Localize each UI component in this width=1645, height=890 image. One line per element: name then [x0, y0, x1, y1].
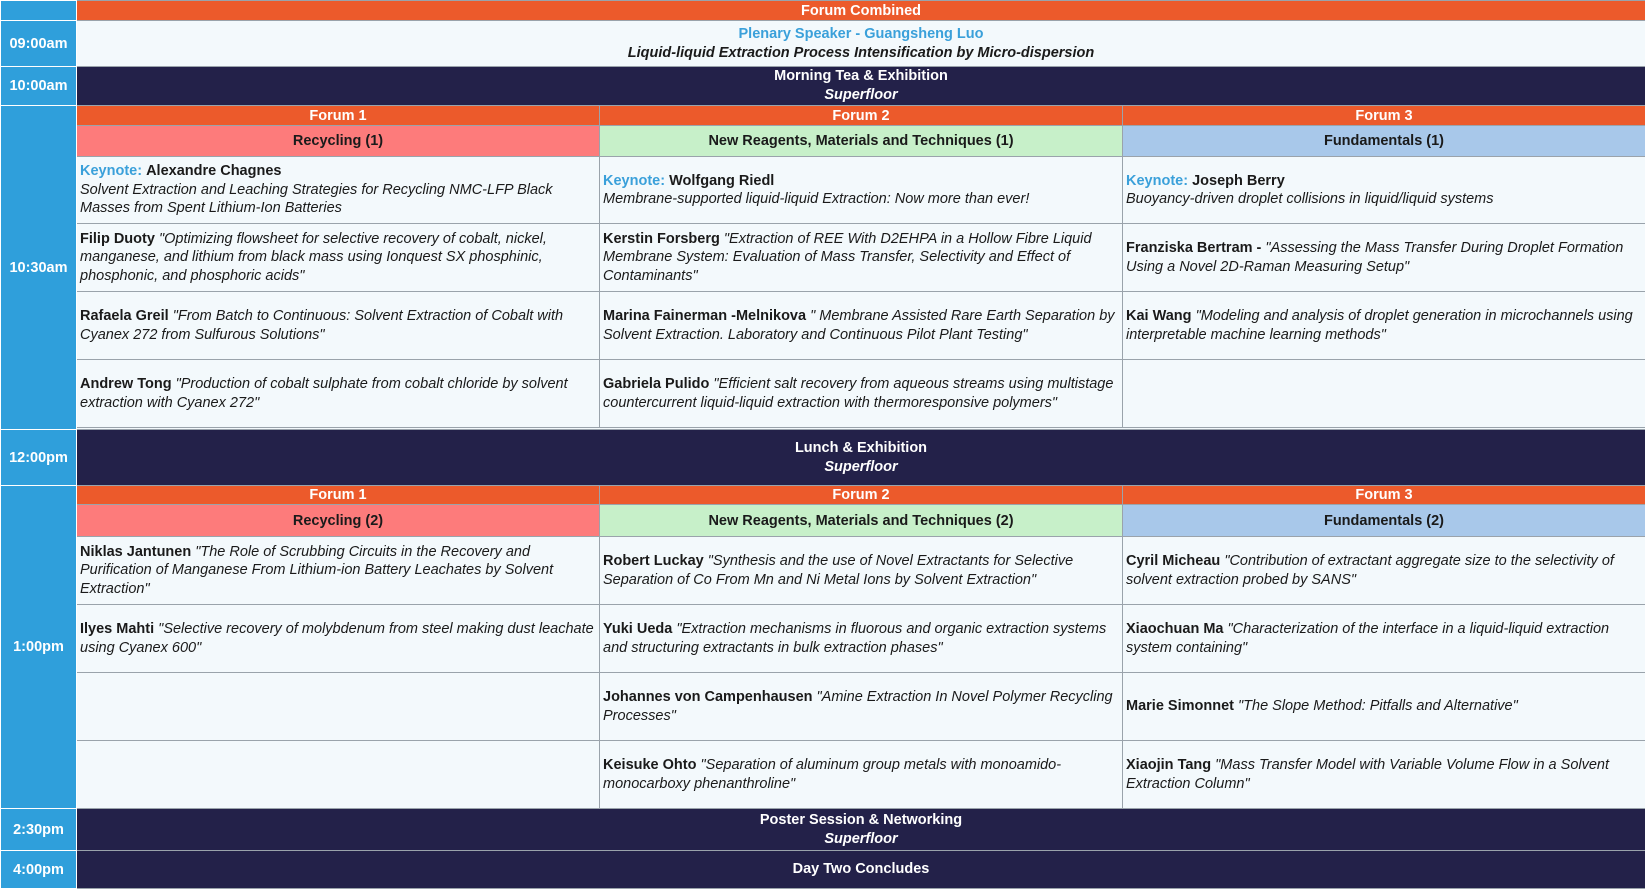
s2-talk-f3	[1123, 605, 1645, 673]
s2-track-new-reagents: New Reagents, Materials and Techniques (2)	[600, 505, 1123, 537]
talk-title: "Assessing the Mass Transfer During Droplet Formation Using a Novel 2D-Raman Measuring Setup"	[1126, 240, 1624, 275]
morning-tea-break	[77, 67, 1645, 106]
talk-title: "Amine Extraction In Novel Polymer Recycling Processes"	[603, 689, 1113, 724]
speaker-name: Niklas Jantunen	[80, 543, 192, 560]
plenary-speaker: Plenary Speaker - Guangsheng Luo	[738, 25, 984, 42]
s2-talk-f1	[77, 605, 600, 673]
speaker-name: Ilyes Mahti	[80, 621, 155, 637]
poster-title: Poster Session & Networking	[759, 811, 963, 828]
s2-talk-f1-empty	[77, 741, 600, 809]
speaker-name: Robert Luckay	[603, 553, 704, 569]
talk-title: "Contribution of extractant aggregate size to the selectivity of solvent extraction probed by SANS"	[1126, 553, 1614, 588]
s1-forum2-header: Forum 2	[600, 106, 1123, 126]
talk-title: "Extraction of REE With D2EHPA in a Hollow Fibre Liquid Membrane System: Evaluation of Mass Transfer, Selectivity and Effect of Contaminants"	[603, 230, 1092, 284]
s1-talk-f1	[77, 360, 600, 428]
talk-title: " Membrane Assisted Rare Earth Separation by Solvent Extraction. Laboratory and Continuous Pilot Plant Testing"	[603, 308, 1115, 343]
talk-title: "Selective recovery of molybdenum from steel making dust leachate using Cyanex 600"	[80, 621, 594, 656]
lunch-break	[77, 430, 1645, 486]
time-1030: 10:30am	[1, 106, 77, 430]
time-1300: 1:00pm	[1, 486, 77, 809]
s2-forum1-header: Forum 1	[77, 486, 600, 505]
speaker-name: Gabriela Pulido	[603, 376, 710, 392]
talk-title: "Modeling and analysis of droplet generation in microchannels using interpretable machine learning methods"	[1126, 308, 1633, 343]
speaker-name: Andrew Tong	[80, 376, 172, 392]
keynote-label: Keynote:	[80, 163, 143, 180]
keynote-label: Keynote:	[1126, 172, 1189, 189]
s1-keynote-f2	[600, 157, 1123, 224]
s2-track-recycling: Recycling (2)	[77, 505, 600, 537]
speaker-name: Marie Simonnet	[1126, 698, 1234, 715]
speaker-name: Filip Duoty	[80, 230, 155, 247]
s2-talk-f2	[600, 605, 1123, 673]
talk-title: "Production of cobalt sulphate from cobalt chloride by solvent extraction with Cyanex 272"	[80, 376, 568, 411]
s2-talk-f2	[600, 537, 1123, 605]
keynote-label: Keynote:	[603, 172, 666, 189]
speaker-name: Kai Wang	[1126, 308, 1192, 324]
s2-forum3-header: Forum 3	[1123, 486, 1645, 505]
s1-talk-f2	[600, 360, 1123, 428]
s1-talk-f3	[1123, 224, 1645, 292]
s1-talk-f2	[600, 224, 1123, 292]
s1-forum3-header: Forum 3	[1123, 106, 1645, 126]
speaker-name: Cyril Micheau	[1126, 553, 1221, 569]
s1-track-fundamentals: Fundamentals (1)	[1123, 126, 1645, 157]
s1-track-recycling: Recycling (1)	[77, 126, 600, 157]
speaker-name: Franziska Bertram -	[1126, 240, 1262, 256]
s1-talk-f2	[600, 292, 1123, 360]
s2-forum2-header: Forum 2	[600, 486, 1123, 505]
talk-title: "Efficient salt recovery from aqueous streams using multistage countercurrent liquid-liquid extraction with thermoresponsive polymers"	[603, 376, 1114, 411]
lunch-location: Superfloor	[824, 458, 898, 475]
talk-title: Buoyancy-driven droplet collisions in liquid/liquid systems	[1126, 191, 1494, 207]
s1-talk-f3	[1123, 292, 1645, 360]
speaker-name: Johannes von Campenhausen	[603, 689, 813, 705]
talk-title: "Characterization of the interface in a liquid-liquid extraction system containing"	[1126, 621, 1610, 656]
speaker-name: Yuki Ueda	[603, 621, 673, 637]
s2-talk-f1-empty	[77, 673, 600, 741]
speaker-name: Joseph Berry	[1192, 172, 1285, 189]
talk-title: "The Slope Method: Pitfalls and Alternative"	[1238, 698, 1518, 715]
speaker-name: Keisuke Ohto	[603, 757, 697, 773]
talk-title: "The Role of Scrubbing Circuits in the Recovery and Purification of Manganese From Lithium-ion Battery Leachates by Solvent Extraction"	[80, 543, 554, 597]
time-0900: 09:00am	[1, 21, 77, 67]
s2-talk-f3	[1123, 537, 1645, 605]
poster-location: Superfloor	[824, 830, 898, 847]
speaker-name: Wolfgang Riedl	[669, 172, 775, 189]
morning-tea-title: Morning Tea & Exhibition	[774, 68, 948, 84]
talk-title: "Mass Transfer Model with Variable Volume Flow in a Solvent Extraction Column"	[1126, 757, 1610, 792]
talk-title: "Separation of aluminum group metals with monoamido-monocarboxy phenanthroline"	[603, 757, 1062, 792]
s1-keynote-f3	[1123, 157, 1645, 224]
s1-forum1-header: Forum 1	[77, 106, 600, 126]
s2-talk-f1	[77, 537, 600, 605]
morning-tea-location: Superfloor	[824, 87, 898, 103]
talk-title: Solvent Extraction and Leaching Strategies for Recycling NMC-LFP Black Masses from Spent Lithium-Ion Batteries	[80, 181, 553, 217]
time-1600: 4:00pm	[1, 851, 77, 889]
plenary-title: Liquid-liquid Extraction Process Intensification by Micro-dispersion	[627, 44, 1095, 61]
talk-title: "Synthesis and the use of Novel Extractants for Selective Separation of Co From Mn and Ni Metal Ions by Solvent Extraction"	[603, 553, 1074, 588]
speaker-name: Xiaochuan Ma	[1126, 621, 1224, 637]
time-blank	[1, 1, 77, 21]
s2-track-fundamentals: Fundamentals (2)	[1123, 505, 1645, 537]
s1-keynote-f1	[77, 157, 600, 224]
talk-title: "Extraction mechanisms in fluorous and organic extraction systems and structuring extractants in bulk extraction phases"	[603, 621, 1107, 656]
s2-talk-f3	[1123, 741, 1645, 809]
poster-session	[77, 809, 1645, 851]
s1-talk-f3-empty	[1123, 360, 1645, 428]
s1-track-new-reagents: New Reagents, Materials and Techniques (1)	[600, 126, 1123, 157]
talk-title: "Optimizing flowsheet for selective recovery of cobalt, nickel, manganese, and lithium from black mass using Ionquest SX phosphinic, phosphonic, and phosphoric acids"	[80, 230, 547, 284]
s2-talk-f2	[600, 673, 1123, 741]
s1-talk-f1	[77, 224, 600, 292]
s2-talk-f2	[600, 741, 1123, 809]
time-1000: 10:00am	[1, 67, 77, 106]
talk-title: Membrane-supported liquid-liquid Extraction: Now more than ever!	[603, 191, 1030, 207]
speaker-name: Xiaojin Tang	[1126, 757, 1212, 773]
forum-combined-header: Forum Combined	[77, 1, 1645, 21]
speaker-name: Marina Fainerman -Melnikova	[603, 308, 807, 324]
plenary-session	[77, 21, 1645, 67]
s2-talk-f3	[1123, 673, 1645, 741]
talk-title: "From Batch to Continuous: Solvent Extraction of Cobalt with Cyanex 272 from Sulfurous Solutions"	[80, 308, 564, 343]
day-concludes: Day Two Concludes	[77, 851, 1645, 889]
lunch-title: Lunch & Exhibition	[794, 439, 928, 456]
speaker-name: Rafaela Greil	[80, 308, 169, 324]
s1-talk-f1	[77, 292, 600, 360]
speaker-name: Alexandre Chagnes	[146, 163, 282, 180]
speaker-name: Kerstin Forsberg	[603, 230, 720, 247]
time-1200: 12:00pm	[1, 430, 77, 486]
time-1430: 2:30pm	[1, 809, 77, 851]
